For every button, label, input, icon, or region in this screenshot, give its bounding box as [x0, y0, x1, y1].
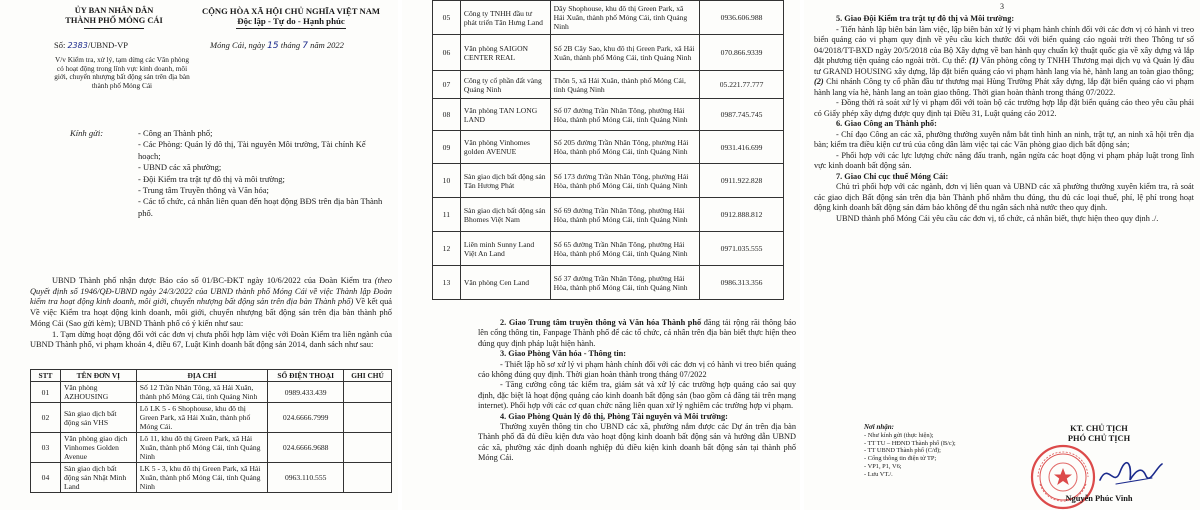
- noi-nhan-item: - VP1, P1, V6;: [864, 462, 902, 470]
- table-row: [433, 164, 784, 198]
- page-number: 3: [1000, 2, 1004, 11]
- intro-paragraph: UBND Thành phố nhận được Báo cáo số 01/BC-ĐKT ngày 10/6/2022 của Đoàn Kiểm tra (theo Quyết định số 1946/QĐ-UBND ngày 24/3/2022 của UBND thành phố Móng Cái về việc Thành lập Đoàn kiểm tra hoạt động kinh doanh, môi giới, chuyển nhượng bất động sản trên địa bàn Thành phố) Về kết quả Về việc Kiểm tra hoạt động kinh doanh, môi giới, chuyển nhượng bất động sản trên địa bàn thành phố Móng Cái (Sao gửi kèm); UBND Thành phố có ý kiến như sau:: [30, 276, 392, 328]
- issuing-authority: [44, 6, 184, 29]
- cell-address: Lô 11, khu đô thị Green Park, xã Hải Xuân, thành phố Móng Cái, tỉnh Quảng Ninh: [136, 433, 267, 463]
- nation-line-1: CỘNG HÒA XÃ HỘI CHỦ NGHĨA VIỆT NAM: [201, 6, 381, 16]
- cell-name: Sàn giao dịch bất động sản Nhật Minh Land: [60, 463, 136, 493]
- intro-text: [30, 276, 392, 351]
- cell-address: Số 2B Cây Sao, khu đô thị Green Park, xã Hải Xuân, thành phố Móng Cái, tỉnh Quảng Ninh: [550, 35, 699, 71]
- cell-address: Số 12 Trần Nhân Tông, xã Hải Xuân, thành phố Móng Cái, tỉnh Quảng Ninh: [136, 382, 267, 403]
- section-5-item: - Đồng thời rà soát xử lý vi phạm đối với toàn bộ các trường hợp lắp đặt biển quảng cáo theo yêu cầu phải có Giấy phép xây dựng được quy định tại Điều 31, Luật quảng cáo 2012.: [814, 98, 1194, 118]
- unit-table-part-2: [432, 0, 784, 300]
- cell-note: [344, 463, 392, 493]
- cell-name: Sàn giao dịch bất động sản Tân Hương Phát: [460, 164, 550, 198]
- section-7-heading: 7. Giao Chi cục thuế Móng Cái:: [836, 171, 949, 181]
- table-row: [31, 382, 392, 403]
- cell-address: Dãy Shophouse, khu đô thị Green Park, xã Hải Xuân, thành phố Móng Cái, tỉnh Quảng Ninh: [550, 1, 699, 35]
- noi-nhan-item: - Như kính gửi (thực hiện);: [864, 431, 934, 439]
- table-row: [31, 433, 392, 463]
- recipient-item: - UBND các xã phường;: [138, 162, 222, 173]
- table-row: [433, 198, 784, 232]
- cell-stt: 09: [433, 131, 461, 164]
- cell-name: Văn phòng SAIGON CENTER REAL: [460, 35, 550, 71]
- table-row: [433, 266, 784, 300]
- date-suffix: năm 2022: [310, 40, 344, 50]
- cell-stt: 12: [433, 232, 461, 266]
- cell-stt: 03: [31, 433, 61, 463]
- cell-name: Liên minh Sunny Land Việt An Land: [460, 232, 550, 266]
- recipient-item: - Công an Thành phố;: [138, 128, 213, 138]
- noi-nhan-item: - Cổng thông tin điện tử TP;: [864, 455, 937, 463]
- cell-address: LK 5 - 3, khu đô thị Green Park, xã Hải Xuân, thành phố Móng Cái, tỉnh Quảng Ninh: [136, 463, 267, 493]
- noi-nhan-item: - Lưu VT./.: [864, 470, 893, 478]
- cell-address: Số 69 đường Trần Nhân Tông, phường Hải Hòa, thành phố Móng Cái, tỉnh Quảng Ninh: [550, 198, 699, 232]
- cell-phone: 05.221.77.777: [700, 71, 784, 99]
- page-2-text: [478, 318, 796, 464]
- col-header-address: ĐỊA CHỈ: [136, 370, 267, 382]
- cell-phone: 024.6666.7999: [268, 403, 344, 433]
- section-1-paragraph: 1. Tạm dừng hoạt động đối với các đơn vị chưa phối hợp làm việc với Đoàn Kiểm tra liên ngành của UBND Thành phố, vi phạm khoản 4, điều 67, Luật Kinh doanh bất động sản 2014, danh sách như sau:: [30, 329, 392, 350]
- table-row: [31, 463, 392, 493]
- cell-stt: 05: [433, 1, 461, 35]
- section-6-item: - Phối hợp với các lực lượng chức năng đấu tranh, ngăn ngừa các hoạt động vi phạm pháp luật trong lĩnh vực kinh doanh bất động sản.: [814, 150, 1194, 170]
- date-prefix: Móng Cái, ngày: [210, 40, 266, 50]
- cell-stt: 13: [433, 266, 461, 300]
- doc-no-handwritten: 2383: [67, 41, 88, 50]
- cell-name: Văn phòng TAN LONG LAND: [460, 99, 550, 131]
- cell-name: Công ty TNHH đầu tư phát triển Tân Hưng Land: [460, 1, 550, 35]
- cell-stt: 08: [433, 99, 461, 131]
- table-row: [31, 403, 392, 433]
- noi-nhan-item: - TT UBND Thành phố (C/đ);: [864, 447, 941, 455]
- section-3-item: - Thiết lập hồ sơ xử lý vi phạm hành chính đối với các đơn vị có hành vi treo biển quảng cáo không đúng quy định. Thời gian hoàn thành trong tháng 07/2022: [478, 359, 796, 380]
- cell-phone: 0912.888.812: [700, 198, 784, 232]
- cell-stt: 07: [433, 71, 461, 99]
- cell-name: Công ty cổ phần đất vàng Quảng Ninh: [460, 71, 550, 99]
- cell-address: Số 07 đường Trần Nhân Tông, phường Hải Hòa, thành phố Móng Cái, tỉnh Quảng Ninh: [550, 99, 699, 131]
- cell-address: Lô LK 5 - 6 Shophouse, khu đô thị Green Park, xã Hải Xuân, thành phố Móng Cái.: [136, 403, 267, 433]
- cell-note: [344, 403, 392, 433]
- document-subject: V/v Kiểm tra, xử lý, tạm dừng các Văn phòng có hoạt động trong lĩnh vực kinh doanh, môi giới, chuyển nhượng bất động sản trên địa bàn thành phố Móng Cái: [54, 55, 190, 90]
- handwritten-signature-icon: [1096, 458, 1166, 492]
- signer-role-1: KT. CHỦ TỊCH: [1070, 424, 1128, 433]
- cell-name: Sàn giao dịch bất động sản VHS: [60, 403, 136, 433]
- cell-phone: 0989.433.439: [268, 382, 344, 403]
- section-4-paragraph: Thường xuyên thông tin cho UBND các xã, phường nắm được các Dự án trên địa bàn Thành phố đã đủ điều kiện đưa vào hoạt động kinh doanh bất động sản và hướng dẫn UBND các xã, phường xác định doanh nghiệp đủ điều kiện kinh doanh bất động sản tại thành phố Móng Cái.: [478, 422, 796, 463]
- recipients-footer: [864, 424, 994, 479]
- cell-phone: 0987.745.745: [700, 99, 784, 131]
- cell-stt: 06: [433, 35, 461, 71]
- section-5-item: - Tiến hành lập biên bản làm việc, lập biên bản xử lý vi phạm hành chính đối với các đơn vị có hành vi treo biển quảng cáo vi phạm quy định về yêu cầu kích thước đối với biển quảng cáo ngoài trời theo Thông tư số 04/2018/TT-BXD ngày 20/5/2018 của Bộ Xây dựng về ban hành quy chuẩn kỹ thuật quốc gia về xây dựng và lắp đặt phương tiện quảng cáo ngoài trời. Cụ thể: (1) Văn phòng công ty TNHH Thương mại dịch vụ và Quản lý đầu tư GRAND HOUSING xây dựng, lắp đặt biển quảng cáo vi phạm hành lang vỉa hè, hành lang an toàn giao thông; (2) Chi nhánh Công ty cổ phần đầu tư thương mại Hùng Trường Phát xây dựng, lắp đặt biển quảng cáo vi phạm hành lang vỉa hè, hành lang an toàn giao thông. Thời gian hoàn thành trong tháng 07/2022.: [814, 24, 1194, 97]
- section-3-heading: 3. Giao Phòng Văn hóa - Thông tin:: [500, 349, 627, 359]
- table-row: [433, 1, 784, 35]
- cell-phone: 0986.313.356: [700, 266, 784, 300]
- section-3-item: - Tăng cường công tác kiểm tra, giám sát và xử lý các trường hợp quảng cáo sai quy định, đặc biệt là hoạt động quảng cáo kinh doanh bất động sản (bao gồm cả đăng tải trên mạng internet). Phối hợp với các cơ quan chức năng liên quan xử lý nghiêm các trường hợp vi phạm.: [478, 380, 796, 411]
- col-header-phone: SỐ ĐIỆN THOẠI: [268, 370, 344, 382]
- signature-block: [1004, 424, 1194, 503]
- col-header-stt: STT: [31, 370, 61, 382]
- section-4-heading: 4. Giao Phòng Quản lý đô thị, Phòng Tài nguyên và Môi trường:: [500, 411, 728, 421]
- cell-stt: 02: [31, 403, 61, 433]
- unit-table-part-1: [30, 369, 392, 493]
- section-2-paragraph: 2. Giao Trung tâm truyền thông và Văn hóa Thành phố đăng tải rộng rãi thông báo lên cổng thông tin, Fanpage Thành phố để các tổ chức, cá nhân trên địa bàn biết thực hiện theo đúng quy định pháp luật hiện hành.: [478, 318, 796, 348]
- table-row: [433, 232, 784, 266]
- table-row: [433, 99, 784, 131]
- cell-address: Số 65 đường Trần Nhân Tông, phường Hải Hòa, thành phố Móng Cái, tỉnh Quảng Ninh: [550, 232, 699, 266]
- cell-note: [344, 382, 392, 403]
- recipient-item: - Đội Kiểm tra trật tự đô thị và môi trường;: [138, 173, 285, 184]
- cell-phone: 0936.606.988: [700, 1, 784, 35]
- cell-address: Thôn 5, xã Hải Xuân, thành phố Móng Cái, tỉnh Quảng Ninh: [550, 71, 699, 99]
- cell-stt: 04: [31, 463, 61, 493]
- header-rule: [84, 28, 144, 29]
- cell-name: Văn phòng Cen Land: [460, 266, 550, 300]
- document-page-3: [804, 0, 1200, 510]
- signer-name: Nguyễn Phúc Vinh: [1065, 494, 1133, 503]
- section-7-paragraph: Chủ trì phối hợp với các ngành, đơn vị liên quan và UBND các xã phường thường xuyên kiểm tra, rà soát các giao dịch Bất động sản trên địa bàn Thành phố nhằm thu đúng, thu đủ các loại thuế, phí, lệ phí trong hoạt động kinh doanh bất động sản đảm bảo không để thu ngân sách nhà nước theo quy định.: [814, 182, 1194, 212]
- cell-address: Số 205 đường Trần Nhân Tông, phường Hải Hòa, thành phố Móng Cái, tỉnh Quảng Ninh: [550, 131, 699, 164]
- date-day: 15: [267, 41, 279, 51]
- recipient-item: - Trung tâm Truyền thông và Văn hóa;: [138, 185, 269, 196]
- cell-phone: 024.6666.9688: [268, 433, 344, 463]
- cell-address: Số 37 đường Trần Nhân Tông, phường Hải Hòa, thành phố Móng Cái, tỉnh Quảng Ninh: [550, 266, 699, 300]
- date-mid: tháng: [280, 40, 301, 50]
- document-date: [210, 40, 344, 51]
- motto-rule: [236, 28, 346, 29]
- national-motto: [186, 6, 396, 29]
- doc-no-prefix: Số:: [54, 40, 66, 50]
- cell-phone: 0911.922.828: [700, 164, 784, 198]
- section-6-heading: 6. Giao Công an Thành phố:: [836, 119, 937, 128]
- recipient-list: [138, 128, 388, 219]
- signer-role-2: PHÓ CHỦ TỊCH: [1067, 434, 1131, 443]
- cell-name: Văn phòng AZHOUSING: [60, 382, 136, 403]
- cell-address: Số 173 đường Trần Nhân Tông, phường Hải Hòa, thành phố Móng Cái, tỉnh Quảng Ninh: [550, 164, 699, 198]
- cell-phone: 070.866.9339: [700, 35, 784, 71]
- cell-stt: 01: [31, 382, 61, 403]
- cell-phone: 0963.110.555: [268, 463, 344, 493]
- org-line-1: ỦY BAN NHÂN DÂN: [74, 6, 154, 15]
- noi-nhan-title: Nơi nhận:: [864, 423, 895, 431]
- col-header-name: TÊN ĐƠN VỊ: [60, 370, 136, 382]
- section-5-heading: 5. Giao Đội Kiểm tra trật tự đô thị và Môi trường:: [836, 14, 1015, 23]
- cell-name: Văn phòng giao dịch Vinhomes Golden Avenue: [60, 433, 136, 463]
- cell-stt: 11: [433, 198, 461, 232]
- table-row: [433, 35, 784, 71]
- cell-note: [344, 433, 392, 463]
- closing-paragraph: UBND thành phố Móng Cái yêu cầu các đơn vị, tổ chức, cá nhân biết, thực hiện theo quy định ./.: [836, 213, 1159, 223]
- table-row: [433, 71, 784, 99]
- table-row: [433, 131, 784, 164]
- addressee-label: Kính gửi:: [70, 128, 104, 138]
- cell-name: Văn phòng Vinhomes golden AVENUE: [460, 131, 550, 164]
- col-header-note: GHI CHÚ: [344, 370, 392, 382]
- noi-nhan-item: - TT TU – HĐND Thành phố (B/c);: [864, 439, 956, 447]
- section-6-item: - Chỉ đạo Công an các xã, phường thường xuyên nắm bắt tình hình an ninh, trật tự, an ninh xã hội trên địa bàn; kiểm tra điều kiện cư trú của công dân làm việc tại các Văn phòng giao dịch bất động sản;: [814, 129, 1194, 149]
- doc-no-suffix: /UBND-VP: [87, 40, 128, 50]
- date-month: 7: [302, 41, 308, 51]
- document-number: [54, 40, 128, 50]
- org-line-2: THÀNH PHỐ MÓNG CÁI: [65, 16, 163, 25]
- cell-phone: 0971.035.555: [700, 232, 784, 266]
- cell-phone: 0931.416.699: [700, 131, 784, 164]
- recipient-item: - Các Phòng: Quản lý đô thị, Tài nguyên Môi trường, Tài chính Kế hoạch;: [138, 139, 366, 161]
- nation-line-2: Độc lập - Tự do - Hạnh phúc: [237, 16, 345, 26]
- cell-stt: 10: [433, 164, 461, 198]
- document-page-1: [0, 0, 398, 510]
- cell-name: Sàn giao dịch bất động sản Bhomes Việt Nam: [460, 198, 550, 232]
- document-page-2: [402, 0, 800, 510]
- recipient-item: - Các tổ chức, cá nhân liên quan đến hoạt động BĐS trên địa bàn Thành phố.: [138, 196, 383, 218]
- page-3-text: [814, 14, 1194, 224]
